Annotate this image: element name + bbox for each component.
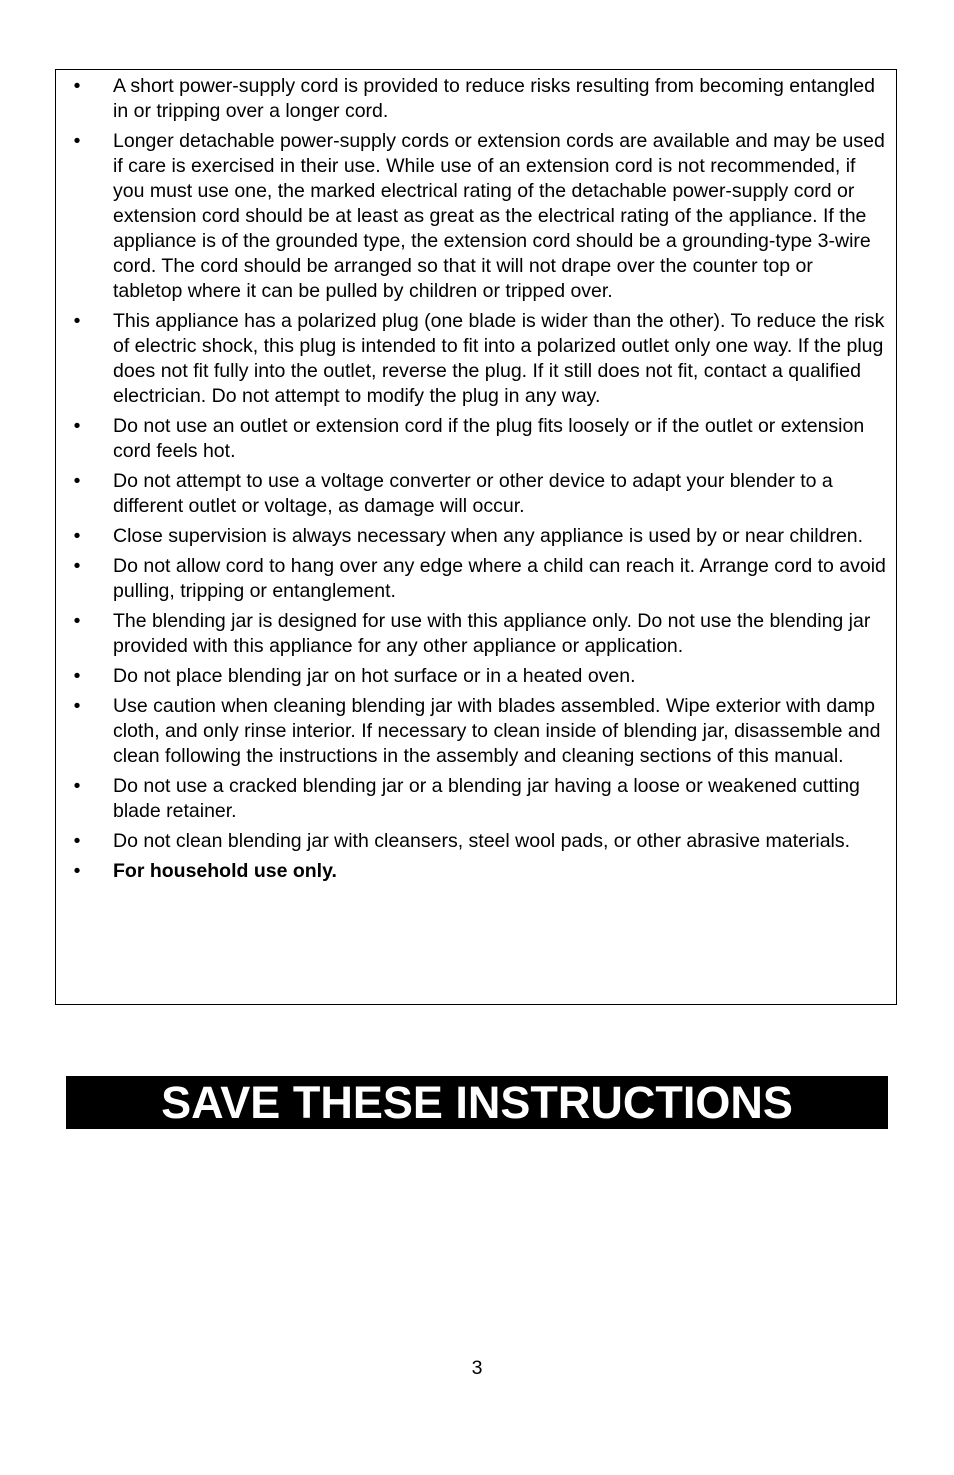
page-number: 3 (471, 1357, 483, 1379)
bullet-icon: • (73, 310, 81, 332)
bullet-icon: • (73, 665, 81, 687)
list-item (56, 554, 896, 604)
list-item-text: Do not attempt to use a voltage converter or other device to adapt your blender to a different outlet or voltage, as damage will occur. (113, 470, 833, 517)
list-item-text: Do not allow cord to hang over any edge where a child can reach it. Arrange cord to avoid pulling, tripping or entanglement. (113, 555, 886, 602)
list-item-text: For household use only. (113, 860, 337, 882)
bullet-icon: • (73, 415, 81, 437)
list-item (56, 414, 896, 464)
list-item (56, 774, 896, 824)
list-item (56, 694, 896, 769)
bullet-icon: • (73, 610, 81, 632)
bullet-icon: • (73, 860, 81, 882)
list-item-text: Close supervision is always necessary when any appliance is used by or near children. (113, 525, 864, 547)
bullet-icon: • (73, 525, 81, 547)
safety-instructions-box (55, 69, 897, 1005)
list-item-text: A short power-supply cord is provided to reduce risks resulting from becoming entangled in or tripping over a longer cord. (113, 75, 875, 122)
list-item (56, 129, 896, 304)
list-item-text: Use caution when cleaning blending jar with blades assembled. Wipe exterior with damp cloth, and only rinse interior. If necessary to clean inside of blending jar, disassemble and clean following the instructions in the assembly and cleaning sections of this manual. (113, 695, 881, 767)
list-item (56, 469, 896, 519)
list-item-text: Do not place blending jar on hot surface or in a heated oven. (113, 665, 636, 687)
bullet-icon: • (73, 830, 81, 852)
list-item-text: Do not use a cracked blending jar or a blending jar having a loose or weakened cutting blade retainer. (113, 775, 860, 822)
bullet-icon: • (73, 555, 81, 577)
list-item (56, 859, 896, 884)
list-item (56, 829, 896, 854)
bullet-icon: • (73, 130, 81, 152)
list-item (56, 524, 896, 549)
bullet-icon: • (73, 775, 81, 797)
list-item-text: Do not clean blending jar with cleansers, steel wool pads, or other abrasive materials. (113, 830, 851, 852)
safety-bullet-list (56, 74, 896, 889)
bullet-icon: • (73, 470, 81, 492)
list-item (56, 309, 896, 409)
save-instructions-banner: SAVE THESE INSTRUCTIONS (66, 1076, 888, 1129)
bullet-icon: • (73, 695, 81, 717)
bullet-icon: • (73, 75, 81, 97)
list-item-text: The blending jar is designed for use with this appliance only. Do not use the blending jar provided with this appliance for any other appliance or application. (113, 610, 871, 657)
list-item-text: Do not use an outlet or extension cord if the plug fits loosely or if the outlet or extension cord feels hot. (113, 415, 865, 462)
list-item-text: Longer detachable power-supply cords or extension cords are available and may be used if care is exercised in their use. While use of an extension cord is not recommended, if you must use one, the marked electrical rating of the detachable power-supply cord or extension cord should be at least as great as the electrical rating of the appliance. If the appliance is of the grounded type, the extension cord should be a grounding-type 3-wire cord. The cord should be arranged so that it will not drape over the counter top or tabletop where it can be pulled by children or tripped over. (113, 130, 885, 302)
list-item (56, 609, 896, 659)
list-item-text: This appliance has a polarized plug (one blade is wider than the other). To reduce the risk of electric shock, this plug is intended to fit into a polarized outlet only one way. If the plug does not fit fully into the outlet, reverse the plug. If it still does not fit, contact a qualified electrician. Do not attempt to modify the plug in any way. (113, 310, 885, 407)
list-item (56, 664, 896, 689)
list-item (56, 74, 896, 124)
